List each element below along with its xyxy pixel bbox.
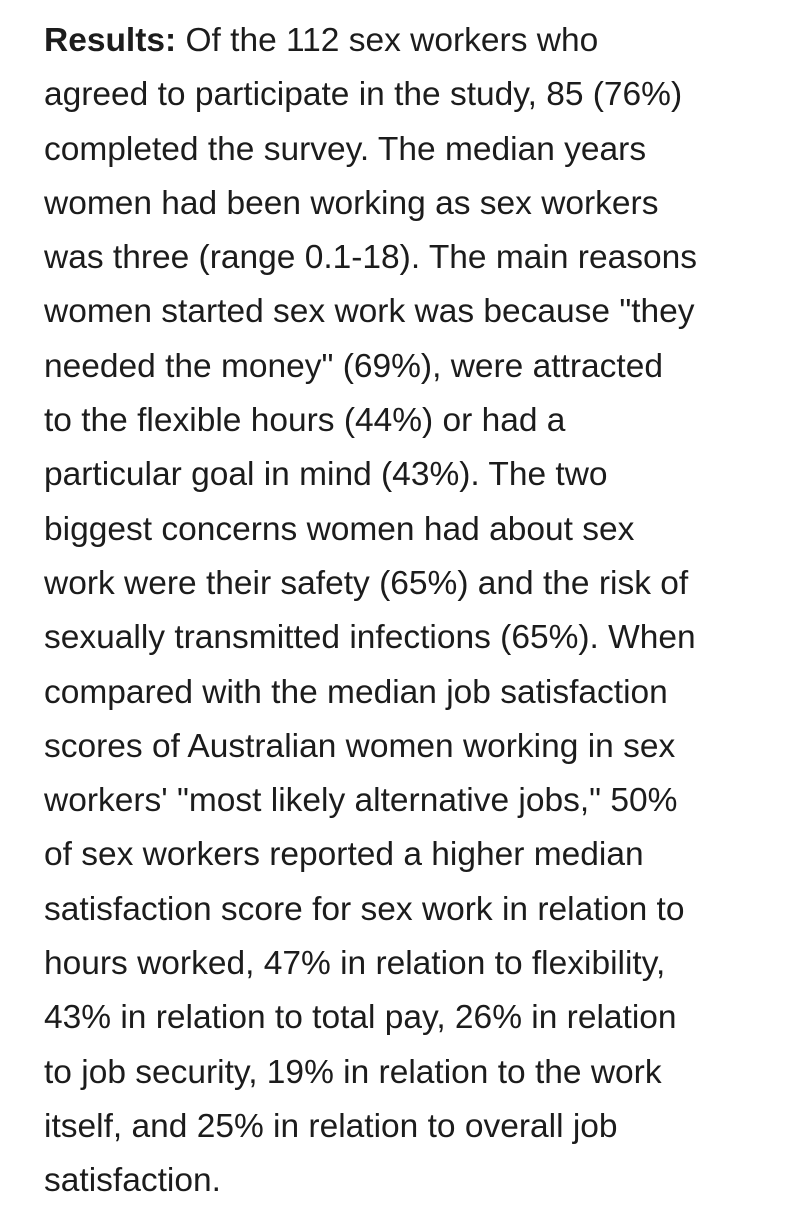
text-line: needed the money" (69%), were attracted [44,347,663,385]
text-line: scores of Australian women working in sex [44,727,676,765]
text-line: compared with the median job satisfaction [44,673,668,711]
results-paragraph [44,14,784,1209]
text-line: to the flexible hours (44%) or had a [44,402,566,440]
text-line [44,14,784,68]
text-line: 43% in relation to total pay, 26% in relation [44,999,677,1037]
text-line: hours worked, 47% in relation to flexibility, [44,945,666,983]
text-line: women had been working as sex workers [44,184,659,222]
text-line: of sex workers reported a higher median [44,836,644,874]
text-line: completed the survey. The median years [44,130,647,168]
text-line: women started sex work was because "they [44,293,695,331]
text-line: agreed to participate in the study, 85 (76%) [44,76,683,114]
text-line: itself, and 25% in relation to overall job [44,1107,618,1145]
text-line: to job security, 19% in relation to the work [44,1053,662,1091]
text-line: sexually transmitted infections (65%). When [44,619,696,657]
text-line: workers' "most likely alternative jobs," 50% [44,782,678,820]
text-line-segment: Of the 112 sex workers who [176,22,599,59]
text-line: particular goal in mind (43%). The two [44,456,608,494]
results-label: Results: [44,22,177,59]
text-line: biggest concerns women had about sex [44,510,635,548]
text-line: was three (range 0.1-18). The main reasons [44,239,697,277]
text-line: work were their safety (65%) and the risk of [44,564,689,602]
text-line: satisfaction score for sex work in relation to [44,890,685,928]
text-line: satisfaction. [44,1162,221,1200]
